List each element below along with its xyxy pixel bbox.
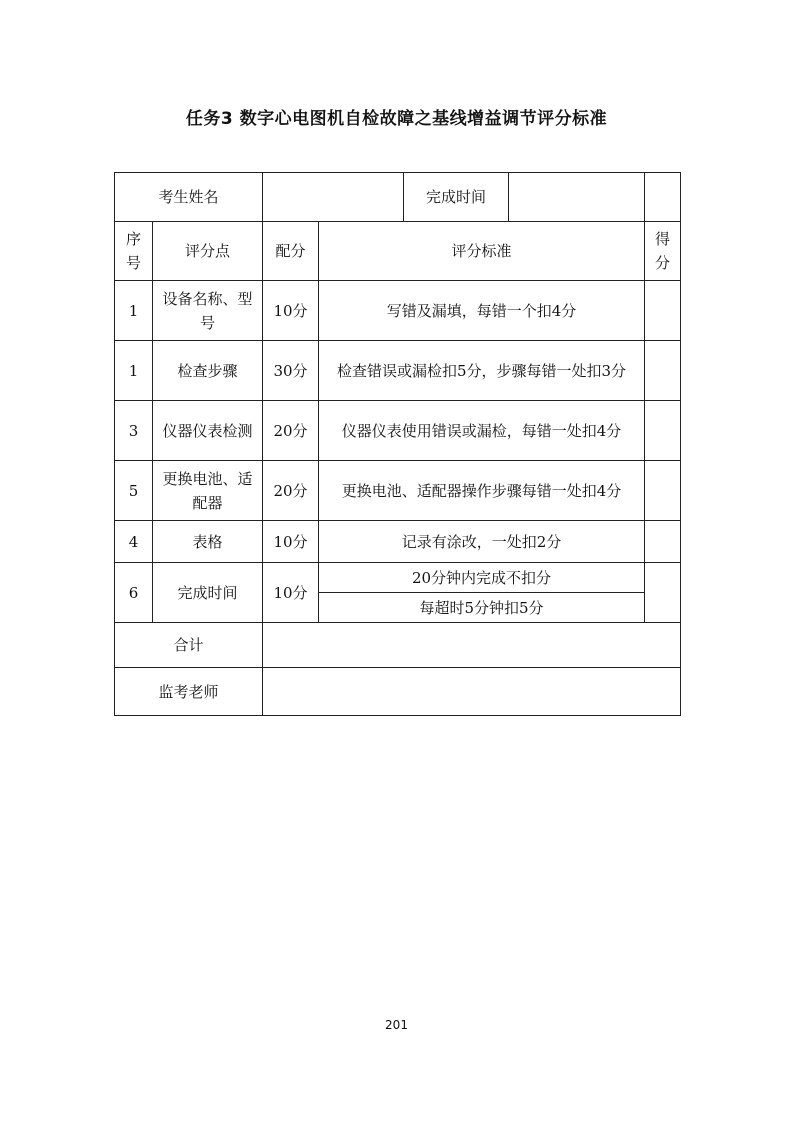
row-got[interactable] bbox=[645, 341, 681, 401]
row-seq: 1 bbox=[115, 341, 153, 401]
examinee-name-field[interactable] bbox=[263, 173, 404, 221]
header-seq: 序号 bbox=[115, 222, 153, 281]
row-seq: 5 bbox=[115, 461, 153, 521]
examinee-time-cell bbox=[263, 173, 645, 222]
info-row bbox=[115, 173, 681, 222]
header-row bbox=[115, 222, 681, 281]
row-got[interactable] bbox=[645, 281, 681, 341]
page-number: 201 bbox=[385, 1018, 408, 1032]
row-score: 10分 bbox=[263, 281, 319, 341]
table-row bbox=[115, 281, 681, 341]
row-seq: 6 bbox=[115, 563, 153, 623]
row-point: 表格 bbox=[153, 521, 263, 563]
row-got[interactable] bbox=[645, 563, 681, 623]
row-point: 检查步骤 bbox=[153, 341, 263, 401]
scoring-table bbox=[114, 172, 681, 716]
page-title: 任务3 数字心电图机自检故障之基线增益调节评分标准 bbox=[185, 109, 608, 129]
proctor-label: 监考老师 bbox=[115, 668, 263, 716]
row-criteria: 写错及漏填，每错一个扣4分 bbox=[319, 281, 645, 341]
proctor-row bbox=[115, 668, 681, 716]
row-score: 20分 bbox=[263, 401, 319, 461]
completion-time-label: 完成时间 bbox=[404, 173, 509, 221]
row-criteria: 每超时5分钟扣5分 bbox=[319, 593, 645, 623]
table-row bbox=[115, 521, 681, 563]
row-seq: 3 bbox=[115, 401, 153, 461]
row-seq: 1 bbox=[115, 281, 153, 341]
row-score: 10分 bbox=[263, 521, 319, 563]
row-got[interactable] bbox=[645, 401, 681, 461]
row-criteria: 更换电池、适配器操作步骤每错一处扣4分 bbox=[319, 461, 645, 521]
row-score: 20分 bbox=[263, 461, 319, 521]
total-field[interactable] bbox=[263, 623, 681, 668]
row-point: 仪器仪表检测 bbox=[153, 401, 263, 461]
examinee-label: 考生姓名 bbox=[115, 173, 263, 222]
row-criteria: 20分钟内完成不扣分 bbox=[319, 563, 645, 593]
table-row bbox=[115, 563, 681, 593]
proctor-field[interactable] bbox=[263, 668, 681, 716]
row-got[interactable] bbox=[645, 521, 681, 563]
info-row-end bbox=[645, 173, 681, 222]
row-point: 更换电池、适配器 bbox=[153, 461, 263, 521]
header-criteria: 评分标准 bbox=[319, 222, 645, 281]
total-label: 合计 bbox=[115, 623, 263, 668]
row-got[interactable] bbox=[645, 461, 681, 521]
row-criteria: 仪器仪表使用错误或漏检，每错一处扣4分 bbox=[319, 401, 645, 461]
row-criteria: 检查错误或漏检扣5分，步骤每错一处扣3分 bbox=[319, 341, 645, 401]
header-got: 得分 bbox=[645, 222, 681, 281]
table-row bbox=[115, 341, 681, 401]
row-criteria: 记录有涂改，一处扣2分 bbox=[319, 521, 645, 563]
table-row bbox=[115, 401, 681, 461]
row-point: 设备名称、型号 bbox=[153, 281, 263, 341]
header-score: 配分 bbox=[263, 222, 319, 281]
row-point: 完成时间 bbox=[153, 563, 263, 623]
row-score: 10分 bbox=[263, 563, 319, 623]
header-point: 评分点 bbox=[153, 222, 263, 281]
row-score: 30分 bbox=[263, 341, 319, 401]
total-row bbox=[115, 623, 681, 668]
row-seq: 4 bbox=[115, 521, 153, 563]
table-row bbox=[115, 461, 681, 521]
completion-time-field[interactable] bbox=[509, 173, 644, 221]
